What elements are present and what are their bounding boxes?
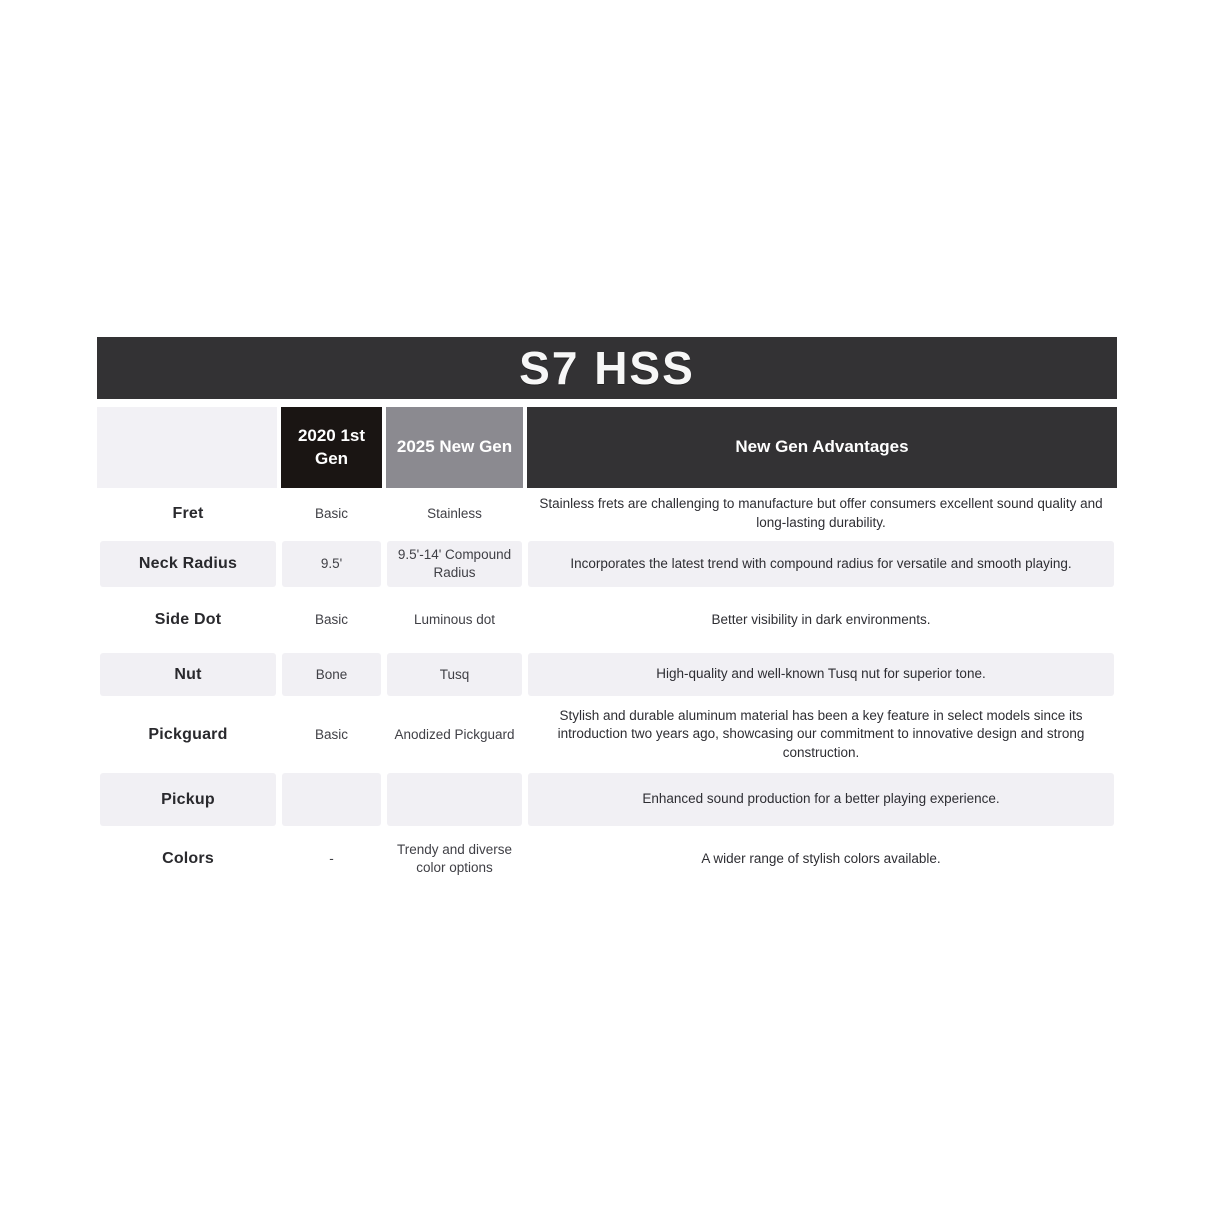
advantage-text: Enhanced sound production for a better playing experience. [528, 773, 1114, 826]
gen2025-value: Luminous dot [413, 612, 496, 628]
gen2025-value: Anodized Pickguard [394, 726, 515, 742]
row-label: Neck Radius [100, 541, 276, 587]
row-label: Side Dot [154, 611, 222, 628]
gen2025-value: Stainless [427, 505, 482, 521]
advantage-text: Stylish and durable aluminum material has been a key feature in select models since its introduction two years ago, showcasing our commitment to innovative design and strong construction. [557, 708, 1085, 760]
table-row-colors [97, 828, 1117, 890]
table-row-neck-radius [97, 539, 1117, 589]
table-title-bar [97, 337, 1117, 399]
row-label: Fret [172, 504, 204, 522]
header-cell-2025-new-gen: 2025 New Gen [386, 407, 523, 488]
gen2020-value [282, 773, 381, 826]
row-label: Colors [162, 850, 214, 867]
gen2020-value: Basic [314, 612, 348, 628]
gen2020-value: Basic [314, 726, 348, 742]
row-label: Nut [100, 653, 276, 696]
advantage-text: Better visibility in dark environments. [711, 611, 931, 627]
table-row-side-dot [97, 589, 1117, 651]
header-cell-blank [97, 407, 277, 488]
table-row-pickguard [97, 698, 1117, 771]
spec-comparison-table [97, 337, 1117, 890]
gen2025-value: Tusq [387, 653, 522, 696]
header-cell-2020-1st-gen: 2020 1st Gen [281, 407, 382, 488]
page-title: S7 HSS [519, 342, 695, 394]
advantage-text: Incorporates the latest trend with compound radius for versatile and smooth playing. [528, 541, 1114, 587]
gen2025-value: 9.5'-14' Compound Radius [387, 541, 522, 587]
advantage-text: Stainless frets are challenging to manufacture but offer consumers excellent sound quality and long-lasting durability. [539, 496, 1103, 530]
table-row-nut [97, 651, 1117, 698]
gen2020-value: Bone [282, 653, 381, 696]
row-label: Pickguard [148, 725, 228, 743]
advantage-text: A wider range of stylish colors available. [701, 850, 941, 866]
gen2020-value: Basic [314, 505, 348, 521]
table-row-fret [97, 488, 1117, 539]
header-cell-new-gen-advantages: New Gen Advantages [527, 407, 1117, 488]
advantage-text: High-quality and well-known Tusq nut for superior tone. [528, 653, 1114, 696]
gen2020-value: 9.5' [282, 541, 381, 587]
gen2020-value: - [329, 851, 334, 867]
gen2025-value: Trendy and diverse color options [396, 842, 513, 875]
table-header-row [97, 407, 1117, 488]
table-row-pickup [97, 771, 1117, 828]
row-label: Pickup [100, 773, 276, 826]
gen2025-value [387, 773, 522, 826]
